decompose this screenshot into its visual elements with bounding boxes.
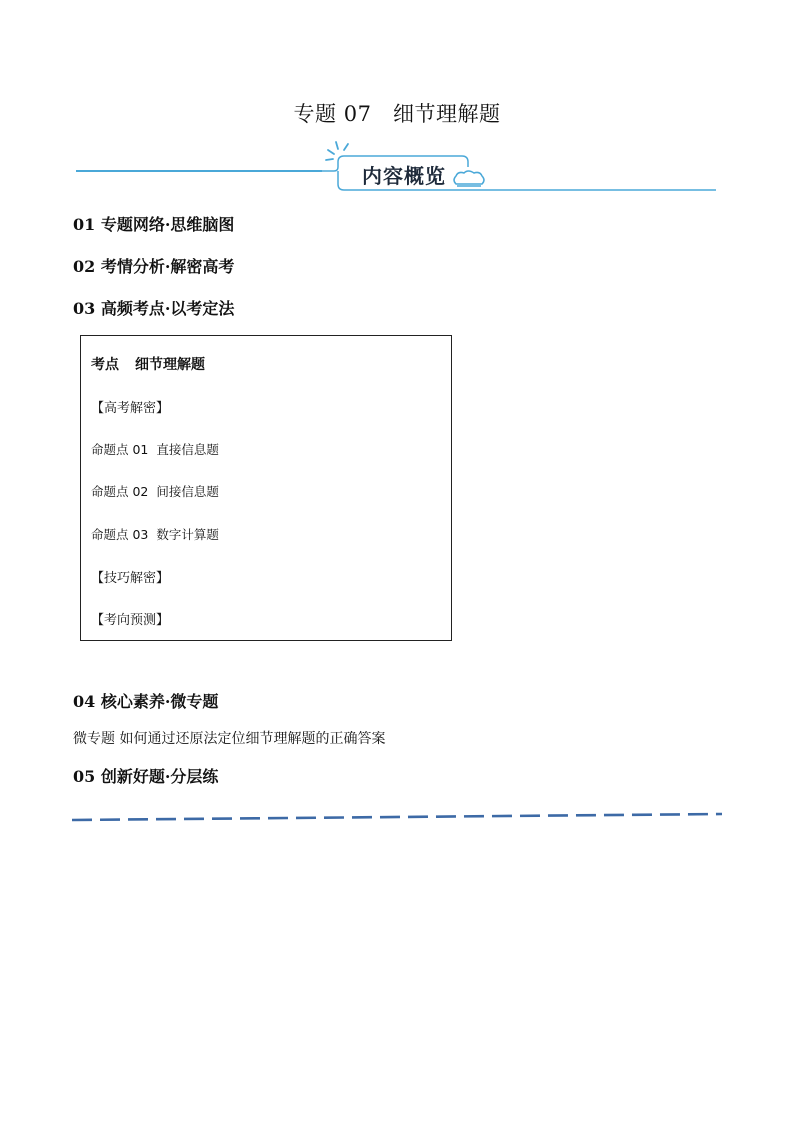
section-02: 02 考情分析·解密高考 xyxy=(73,257,235,276)
point-text: 数字计算题 xyxy=(156,527,219,542)
section-03: 03 高频考点·以考定法 xyxy=(73,299,235,318)
box-gaokao: 【高考解密】 xyxy=(91,401,170,416)
box-forecast: 【考向预测】 xyxy=(91,613,170,628)
point-text: 间接信息题 xyxy=(156,484,219,499)
box-heading-topic: 细节理解题 xyxy=(135,357,205,373)
point-label: 命题点 03 xyxy=(91,527,149,542)
sparkle-icon xyxy=(326,142,348,160)
box-point-03 xyxy=(91,525,219,543)
box-point-02 xyxy=(91,482,219,500)
box-heading-prefix: 考点 xyxy=(91,357,119,373)
exam-point-box xyxy=(80,335,452,641)
box-heading xyxy=(91,354,205,374)
dashed-divider xyxy=(70,808,726,822)
overview-label: 内容概览 xyxy=(362,164,446,188)
section-05: 05 创新好题·分层练 xyxy=(73,767,219,786)
point-text: 直接信息题 xyxy=(156,442,219,457)
point-label: 命题点 01 xyxy=(91,442,149,457)
box-skills: 【技巧解密】 xyxy=(91,571,170,586)
micro-topic-text: 微专题 如何通过还原法定位细节理解题的正确答案 xyxy=(73,731,386,747)
chef-hat-icon xyxy=(454,171,484,186)
content-overview-header xyxy=(76,140,716,196)
section-04: 04 核心素养·微专题 xyxy=(73,692,219,711)
point-label: 命题点 02 xyxy=(91,484,149,499)
box-point-01 xyxy=(91,440,219,458)
page-title: 专题 07 细节理解题 xyxy=(293,102,501,126)
section-01: 01 专题网络·思维脑图 xyxy=(73,215,235,234)
